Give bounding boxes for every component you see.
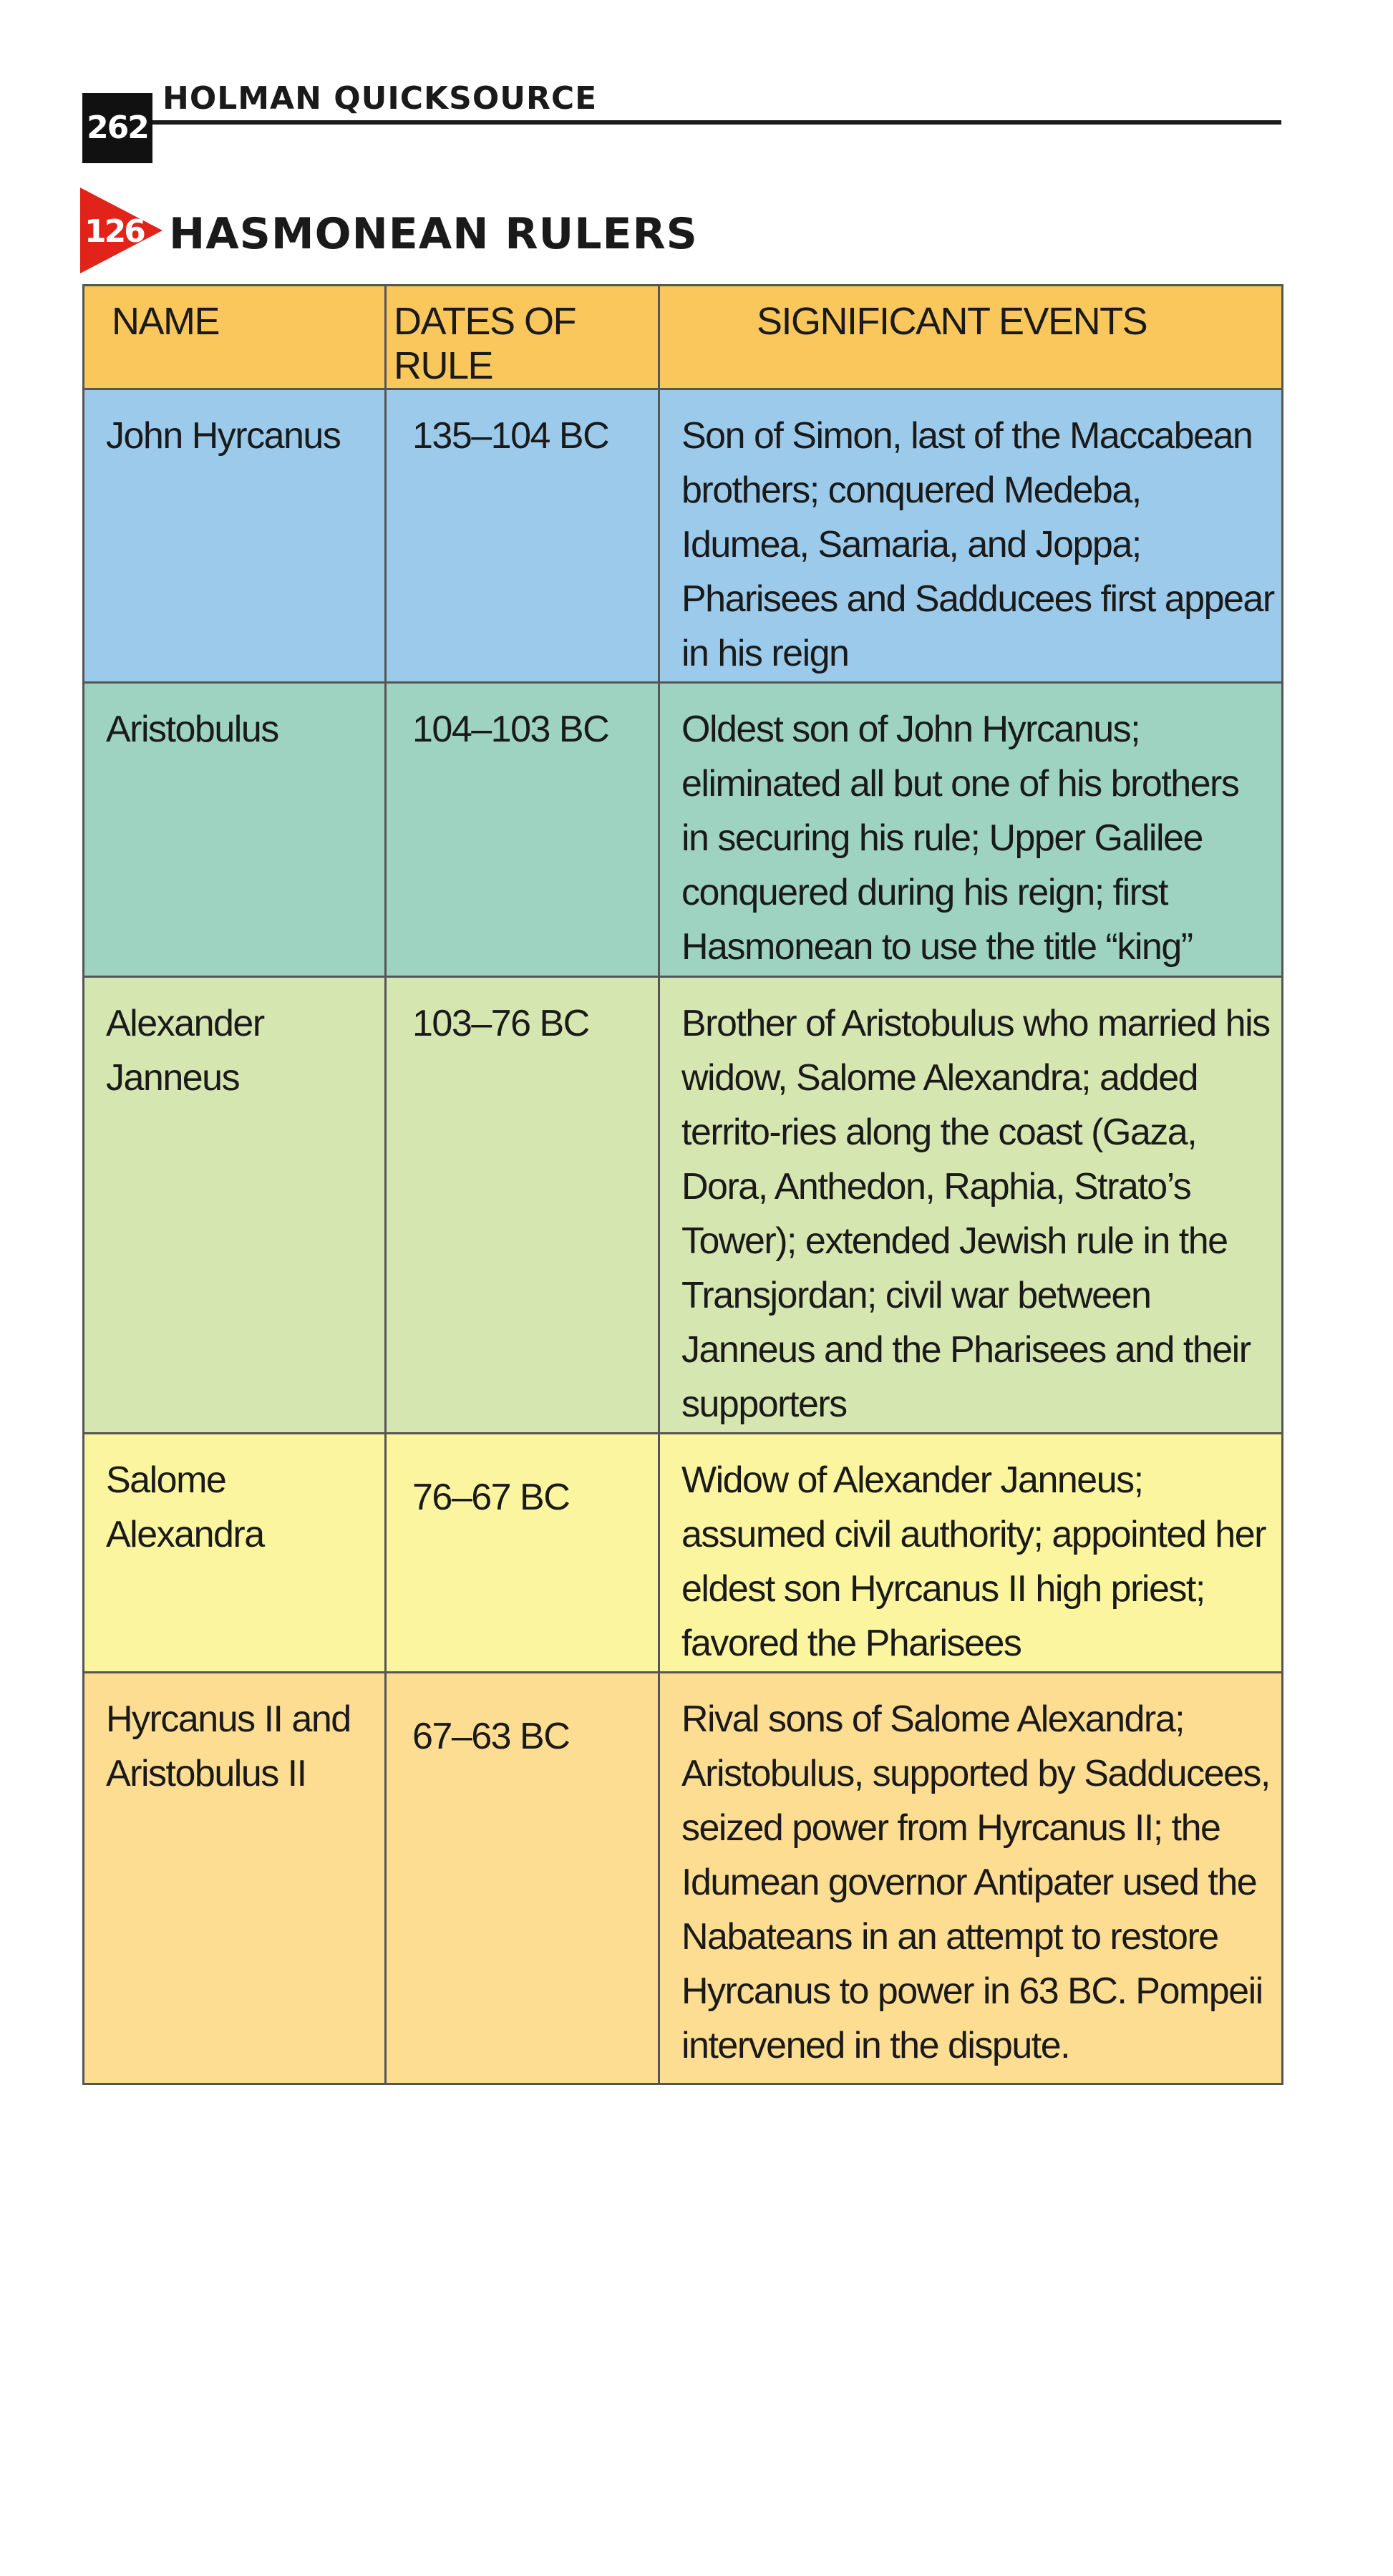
table-row	[84, 389, 1283, 683]
ruler-dates: 135–104 BC	[386, 389, 659, 683]
column-header-events: SIGNIFICANT EVENTS	[659, 286, 1283, 389]
table-row	[84, 683, 1283, 977]
section-heading	[80, 188, 724, 273]
ruler-dates: 67–63 BC	[386, 1673, 659, 2084]
table-header-row	[84, 286, 1283, 389]
section-number-badge	[80, 188, 162, 273]
column-header-name: NAME	[84, 286, 386, 389]
section-title: HASMONEAN RULERS	[169, 209, 698, 259]
table-row	[84, 1673, 1283, 2084]
header-rule	[152, 120, 1281, 125]
book-title: HOLMAN QUICKSOURCE	[162, 80, 598, 117]
page-number: 262	[82, 93, 152, 163]
ruler-events: Brother of Aristobulus who married his widow, Salome Alexandra; added territo-ries along the coast (Gaza, Dora, Anthedon, Raphia, Strato’s Tower); extended Jewish rule in the Transjordan; civil war between Janneus and the Pharisees and their supporters	[659, 977, 1283, 1434]
ruler-name: Hyrcanus II and Aristobulus II	[84, 1673, 386, 2084]
ruler-dates: 76–67 BC	[386, 1434, 659, 1673]
ruler-events: Rival sons of Salome Alexandra; Aristobulus, supported by Sadducees, seized power from Hyrcanus II; the Idumean governor Antipater used the Nabateans in an attempt to restore Hyrcanus to power in 63 BC. Pompeii intervened in the dispute.	[659, 1673, 1283, 2084]
ruler-events: Widow of Alexander Janneus; assumed civil authority; appointed her eldest son Hyrcanus II high priest; favored the Pharisees	[659, 1434, 1283, 1673]
table-row	[84, 977, 1283, 1434]
table-row	[84, 1434, 1283, 1673]
section-number: 126	[84, 213, 144, 250]
ruler-name: Aristobulus	[84, 683, 386, 977]
ruler-events: Oldest son of John Hyrcanus; eliminated all but one of his brothers in securing his rule; Upper Galilee conquered during his reign; first Hasmonean to use the title “king”	[659, 683, 1283, 977]
ruler-name: John Hyrcanus	[84, 389, 386, 683]
ruler-name: Salome Alexandra	[84, 1434, 386, 1673]
page-header	[82, 80, 1281, 155]
ruler-dates: 104–103 BC	[386, 683, 659, 977]
column-header-dates: DATES OF RULE	[386, 286, 659, 389]
rulers-table	[82, 284, 1283, 2085]
ruler-events: Son of Simon, last of the Maccabean brothers; conquered Medeba, Idumea, Samaria, and Joppa; Pharisees and Sadducees first appear in his reign	[659, 389, 1283, 683]
ruler-name: Alexander Janneus	[84, 977, 386, 1434]
ruler-dates: 103–76 BC	[386, 977, 659, 1434]
